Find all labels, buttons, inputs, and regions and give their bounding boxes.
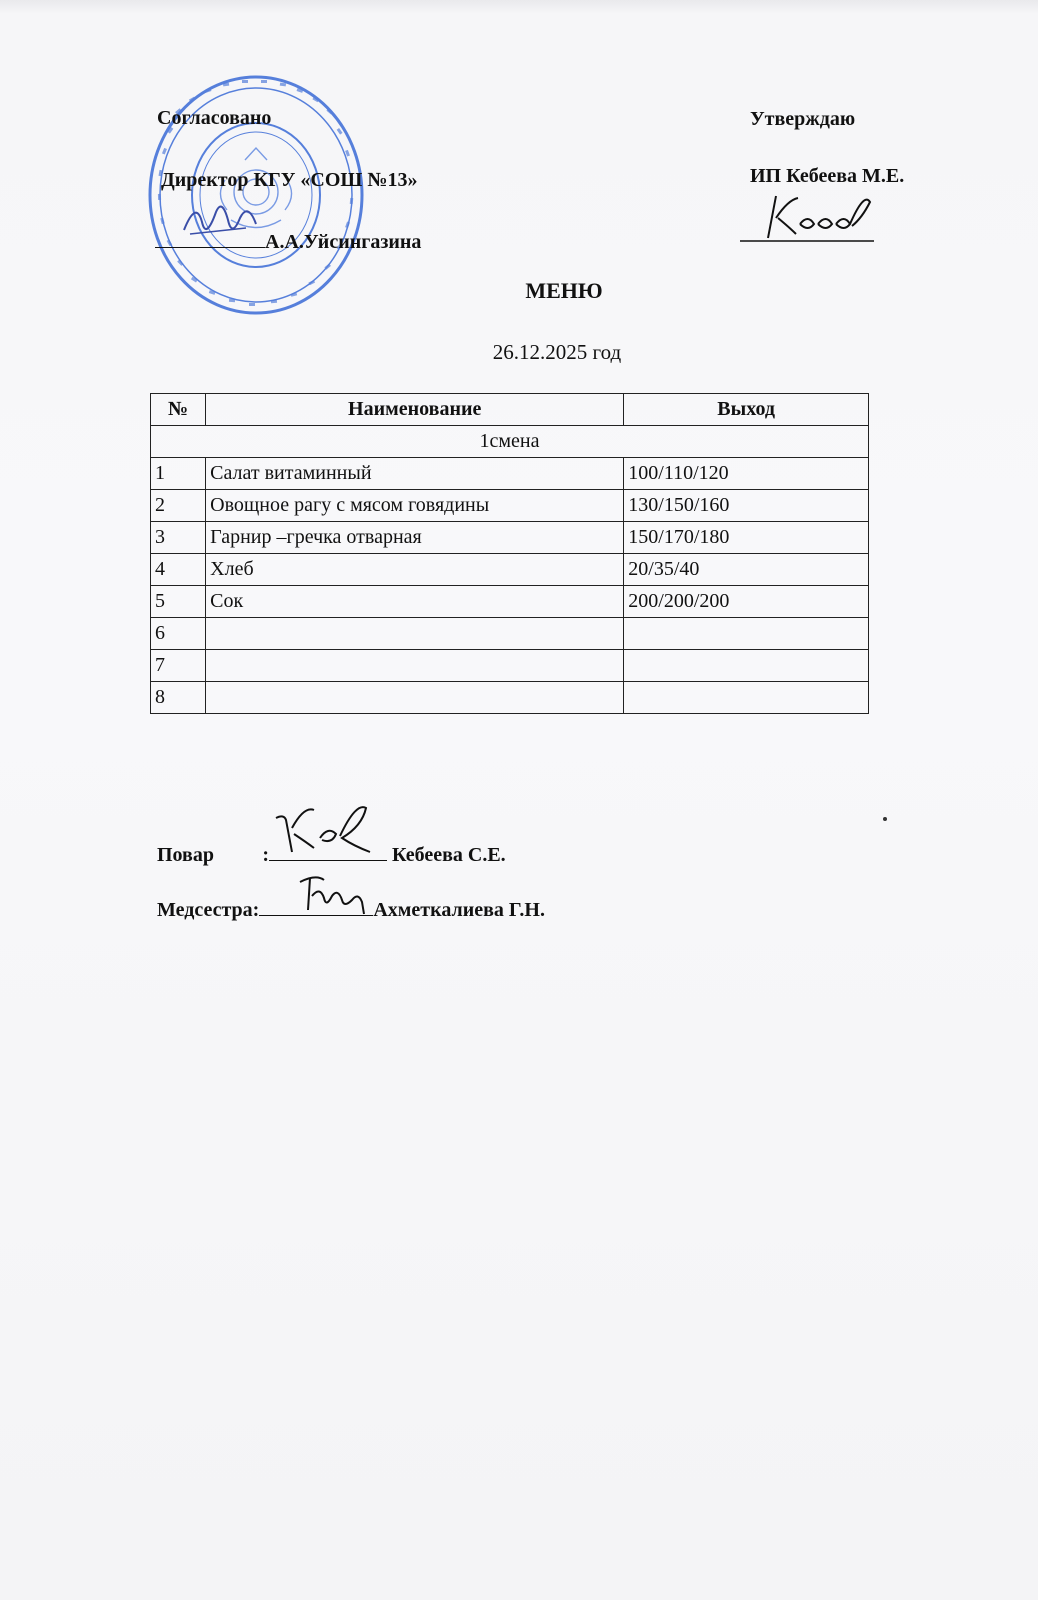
row-name: Салат витаминный: [206, 458, 624, 490]
row-output: [624, 650, 869, 682]
table-header-row: [151, 394, 869, 426]
row-number: 3: [151, 522, 206, 554]
table-row: [151, 682, 869, 714]
nurse-name: Ахметкалиева Г.Н.: [373, 899, 545, 921]
row-number: 2: [151, 490, 206, 522]
director-position: Директор КГУ «СОШ №13»: [161, 169, 418, 191]
row-name: Овощное рагу с мясом говядины: [206, 490, 624, 522]
row-output: 150/170/180: [624, 522, 869, 554]
director-signature-icon: [176, 190, 266, 250]
nurse-label: Медсестра:: [157, 899, 260, 921]
menu-table: [150, 393, 869, 714]
shift-label: 1смена: [151, 426, 869, 458]
table-row: [151, 618, 869, 650]
row-number: 6: [151, 618, 206, 650]
table-row: [151, 650, 869, 682]
stray-dot: [883, 817, 887, 821]
table-row: [151, 458, 869, 490]
nurse-signature-icon: [294, 870, 374, 920]
row-number: 5: [151, 586, 206, 618]
header-name: Наименование: [206, 394, 624, 426]
row-number: 4: [151, 554, 206, 586]
row-name: [206, 650, 624, 682]
table-row: [151, 490, 869, 522]
cook-label: Повар: [157, 844, 214, 866]
row-name: [206, 618, 624, 650]
row-output: [624, 682, 869, 714]
approve-label: Утверждаю: [750, 108, 856, 130]
table-row: [151, 586, 869, 618]
entrepreneur-signature-icon: [738, 188, 888, 248]
director-name: А.А.Уйсингазина: [265, 231, 422, 253]
row-output: 130/150/160: [624, 490, 869, 522]
row-output: 20/35/40: [624, 554, 869, 586]
document-title: МЕНЮ: [525, 278, 603, 303]
cook-signature-icon: [270, 800, 380, 860]
row-output: 100/110/120: [624, 458, 869, 490]
row-name: Сок: [206, 586, 624, 618]
entrepreneur-name: ИП Кебеева М.Е.: [750, 165, 905, 187]
header-output: Выход: [624, 394, 869, 426]
row-number: 8: [151, 682, 206, 714]
row-number: 1: [151, 458, 206, 490]
header-number: №: [151, 394, 206, 426]
document-date: 26.12.2025 год: [492, 340, 622, 364]
row-name: Хлеб: [206, 554, 624, 586]
cook-separator: :: [262, 844, 269, 866]
cook-name: Кебеева С.Е.: [391, 844, 506, 866]
row-number: 7: [151, 650, 206, 682]
shift-row: [151, 426, 869, 458]
table-row: [151, 554, 869, 586]
row-output: [624, 618, 869, 650]
table-row: [151, 522, 869, 554]
row-name: Гарнир –гречка отварная: [206, 522, 624, 554]
agreed-label: Согласовано: [157, 107, 272, 129]
row-name: [206, 682, 624, 714]
row-output: 200/200/200: [624, 586, 869, 618]
